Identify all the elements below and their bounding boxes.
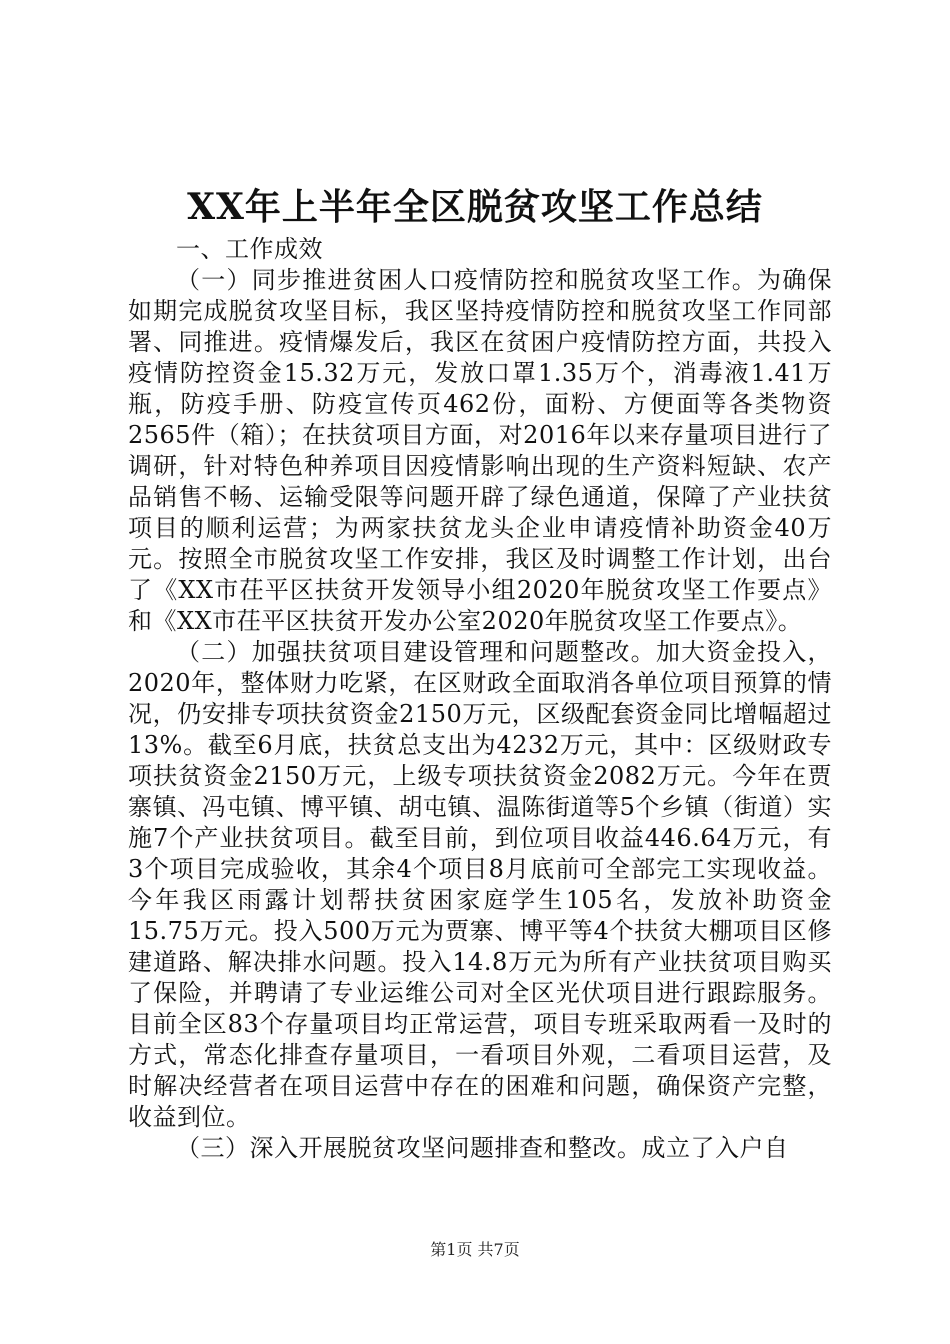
body-paragraph: （二）加强扶贫项目建设管理和问题整改。加大资金投入，2020年，整体财力吃紧，在区财政全面取消各单位项目预算的情况，仍安排专项扶贫资金2150万元，区级配套资金同比增幅超过13%。截至6月底，扶贫总支出为4232万元，其中：区级财政专项扶贫资金2150万元，上级专项扶贫资金2082万元。今年在贾寨镇、冯屯镇、博平镇、胡屯镇、温陈街道等5个乡镇（街道）实施7个产业扶贫项目。截至目前，到位项目收益446.64万元，有3个项目完成验收，其余4个项目8月底前可全部完工实现收益。今年我区雨露计划帮扶贫困家庭学生105名，发放补助资金15.75万元。投入500万元为贾寨、博平等4个扶贫大棚项目区修建道路、解决排水问题。投入14.8万元为所有产业扶贫项目购买了保险，并聘请了专业运维公司对全区光伏项目进行跟踪服务。目前全区83个存量项目均正常运营，项目专班采取两看一及时的方式，常态化排查存量项目，一看项目外观，二看项目运营，及时解决经营者在项目运营中存在的困难和问题，确保资产完整，收益到位。 (128, 638, 832, 1131)
document-title: XX年上半年全区脱贫攻坚工作总结 (187, 186, 763, 228)
document-body (128, 234, 832, 1164)
body-paragraph: （三）深入开展脱贫攻坚问题排查和整改。成立了入户自 (176, 1134, 789, 1162)
page-footer: 第1页 共7页 (430, 1240, 520, 1259)
section-heading: 一、工作成效 (176, 235, 323, 263)
body-paragraph: （一）同步推进贫困人口疫情防控和脱贫攻坚工作。为确保如期完成脱贫攻坚目标，我区坚持疫情防控和脱贫攻坚工作同部署、同推进。疫情爆发后，我区在贫困户疫情防控方面，共投入疫情防控资金15.32万元，发放口罩1.35万个，消毒液1.41万瓶，防疫手册、防疫宣传页462份，面粉、方便面等各类物资2565件（箱）；在扶贫项目方面，对2016年以来存量项目进行了调研，针对特色种养项目因疫情影响出现的生产资料短缺、农产品销售不畅、运输受限等问题开辟了绿色通道，保障了产业扶贫项目的顺利运营；为两家扶贫龙头企业申请疫情补助资金40万元。按照全市脱贫攻坚工作安排，我区及时调整工作计划，出台了《XX市茌平区扶贫开发领导小组2020年脱贫攻坚工作要点》和《XX市茌平区扶贫开发办公室2020年脱贫攻坚工作要点》。 (128, 266, 832, 635)
